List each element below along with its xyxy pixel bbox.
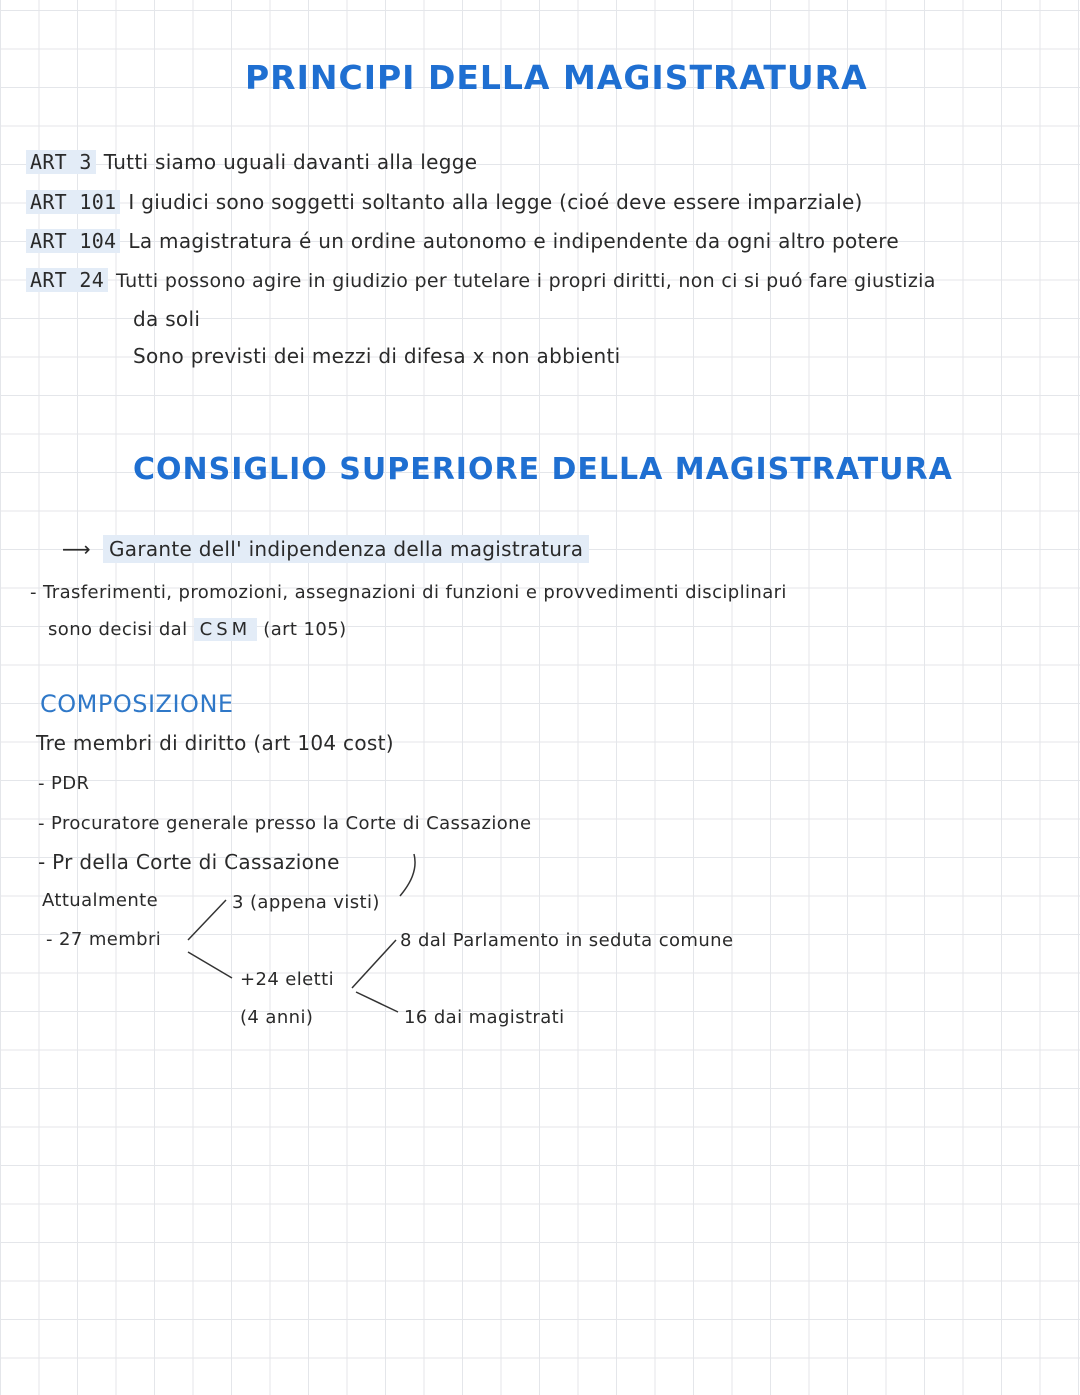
article-label: ART 101 [26, 190, 120, 214]
article-text: Tutti possono agire in giudizio per tutelare i propri diritti, non ci si puó fare giustizia [116, 270, 936, 292]
attualmente-text: Attualmente [42, 890, 159, 911]
list-item: - Pr della Corte di Cassazione [38, 850, 340, 874]
branch-line [188, 900, 226, 940]
article-row [26, 190, 863, 214]
membri-count: - 27 membri [46, 929, 162, 950]
article-row [26, 229, 899, 253]
branch-line [356, 992, 398, 1012]
decisi-text: sono decisi dal [48, 619, 188, 640]
decisi-row [48, 619, 347, 640]
article-label: ART 3 [26, 150, 96, 174]
garante-text: Garante dell' indipendenza della magistratura [103, 535, 589, 563]
article-label: ART 104 [26, 229, 120, 253]
article-text: Tutti siamo uguali davanti alla legge [103, 150, 478, 174]
page-title: PRINCIPI DELLA MAGISTRATURA [245, 58, 868, 97]
trasferimenti-text: - Trasferimenti, promozioni, assegnazioni di funzioni e provvedimenti disciplinari [30, 582, 787, 603]
arrow-right-icon: ⟶ [62, 537, 91, 561]
tre-membri-text: Tre membri di diritto (art 104 cost) [36, 731, 394, 755]
tre-visti-text: 3 (appena visti) [232, 892, 380, 913]
csm-badge: CSM [194, 618, 258, 641]
article-label: ART 24 [26, 268, 108, 292]
article-row [26, 150, 477, 174]
section-title: CONSIGLIO SUPERIORE DELLA MAGISTRATURA [133, 452, 953, 487]
branch-line [188, 952, 232, 978]
curve-arrow-icon [400, 854, 415, 896]
list-item: - PDR [38, 773, 90, 794]
list-item: - Procuratore generale presso la Corte di Cassazione [38, 813, 532, 834]
composizione-heading: COMPOSIZIONE [40, 690, 234, 718]
garante-row [62, 537, 589, 561]
article-continuation: da soli [133, 307, 201, 331]
anni-text: (4 anni) [240, 1007, 314, 1028]
magistrati-text: 16 dai magistrati [404, 1007, 565, 1028]
article-continuation: Sono previsti dei mezzi di difesa x non abbienti [133, 344, 621, 368]
article-text: La magistratura é un ordine autonomo e indipendente da ogni altro potere [128, 229, 899, 253]
eletti-text: +24 eletti [240, 969, 334, 990]
art-ref: (art 105) [263, 619, 347, 640]
branch-line [352, 940, 396, 988]
parlamento-text: 8 dal Parlamento in seduta comune [400, 930, 734, 951]
article-text: I giudici sono soggetti soltanto alla legge (cioé deve essere imparziale) [128, 190, 863, 214]
article-row [26, 268, 936, 292]
